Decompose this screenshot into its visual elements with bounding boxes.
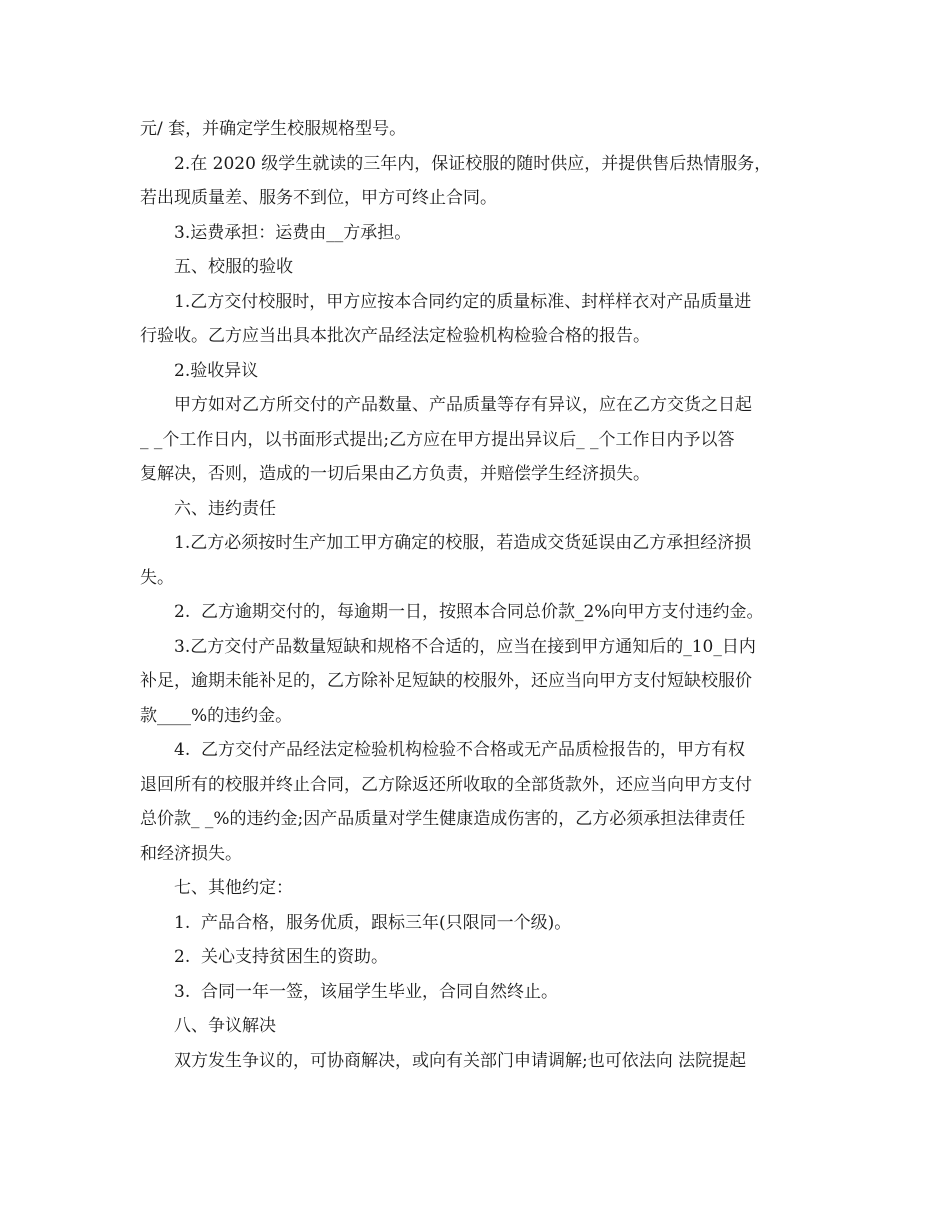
text-line: 五、校服的验收 — [174, 257, 293, 277]
text-line: 2.在 2020 级学生就读的三年内，保证校服的随时供应，并提供售后热情服务， — [174, 153, 772, 174]
text-line: 失。 — [140, 567, 174, 588]
text-line: 款____%的违约金。 — [140, 705, 293, 726]
text-line: 甲方如对乙方所交付的产品数量、产品质量等存有异议，应在乙方交货之日起 — [174, 395, 752, 415]
text-line: _ _个工作日内，以书面形式提出;乙方应在甲方提出异议后_ _个工作日内予以答 — [140, 429, 735, 450]
text-line: 退回所有的校服并终止合同，乙方除返还所收取的全部货款外，还应当向甲方支付 — [140, 774, 752, 795]
text-line: 2. 乙方逾期交付的，每逾期一日，按照本合同总价款_2%向甲方支付违约金。 — [174, 602, 764, 622]
text-line: 六、违约责任 — [174, 498, 276, 519]
text-line: 八、争议解决 — [174, 1016, 276, 1036]
text-line: 若出现质量差、服务不到位，甲方可终止合同。 — [140, 188, 497, 208]
text-line: 补足，逾期未能补足的，乙方除补足短缺的校服外，还应当向甲方支付短缺校服价 — [140, 671, 752, 691]
text-line: 3.运费承担：运费由__方承担。 — [174, 222, 412, 243]
document-body — [140, 112, 820, 1078]
text-line: 总价款_ _%的违约金;因产品质量对学生健康造成伤害的，乙方必须承担法律责任 — [140, 809, 746, 829]
text-line: 七、其他约定： — [174, 878, 293, 898]
text-line: 4. 乙方交付产品经法定检验机构检验不合格或无产品质检报告的，甲方有权 — [174, 740, 746, 760]
text-line: 元/ 套，并确定学生校服规格型号。 — [140, 119, 407, 139]
text-line: 复解决，否则，造成的一切后果由乙方负责，并赔偿学生经济损失。 — [140, 464, 650, 484]
text-line: 和经济损失。 — [140, 843, 242, 864]
text-line: 2. 关心支持贫困生的资助。 — [174, 947, 389, 967]
text-line: 1.乙方交付校服时，甲方应按本合同约定的质量标准、封样样衣对产品质量进 — [174, 291, 752, 312]
text-line: 行验收。乙方应当出具本批次产品经法定检验机构检验合格的报告。 — [140, 326, 650, 346]
text-line: 1.乙方必须按时生产加工甲方确定的校服，若造成交货延误由乙方承担经济损 — [174, 533, 752, 553]
text-line: 2.验收异议 — [174, 360, 259, 381]
text-line: 3.乙方交付产品数量短缺和规格不合适的，应当在接到甲方通知后的_10_日内 — [174, 636, 756, 657]
text-line: 3. 合同一年一签，该届学生毕业，合同自然终止。 — [174, 981, 559, 1002]
text-line: 双方发生争议的，可协商解决，或向有关部门申请调解;也可依法向 法院提起 — [174, 1050, 747, 1071]
text-line: 1. 产品合格，服务优质，跟标三年(只限同一个级)。 — [174, 912, 572, 933]
